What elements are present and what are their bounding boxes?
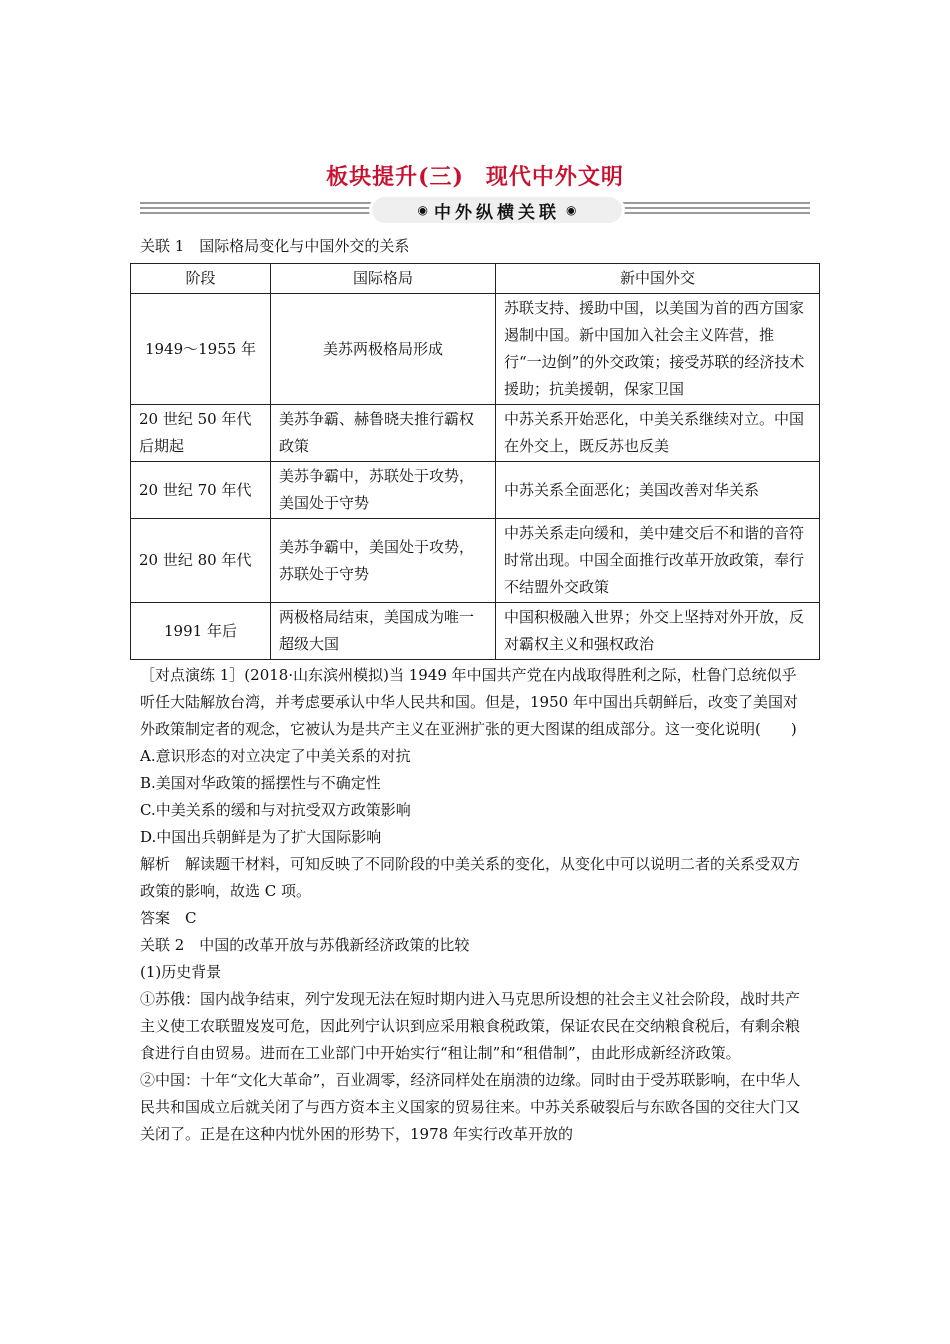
option-a: A.意识形态的对立决定了中美关系的对抗: [140, 747, 411, 765]
answer-text: 答案 C: [140, 909, 197, 927]
header-pattern: 国际格局: [271, 264, 496, 294]
page-title: [0, 160, 950, 191]
diplomacy-cell: 苏联支持、援助中国，以美国为首的西方国家遏制中国。新中国加入社会主义阵营，推行“一边倒”的外交政策；接受苏联的经济技术援助；抗美援朝，保家卫国: [496, 294, 820, 405]
analysis-text: 解析 解读题干材料，可知反映了不同阶段的中美关系的变化，从变化中可以说明二者的关系受双方政策的影响，故选 C 项。: [140, 855, 801, 900]
table-row: [131, 603, 820, 660]
stage-cell: 20 世纪 50 年代后期起: [131, 405, 271, 462]
title-sub: 现代中外文明: [485, 164, 624, 190]
stage-cell: 20 世纪 70 年代: [131, 462, 271, 519]
banner-pill: [372, 197, 622, 223]
banner-text: 中外纵横关联: [434, 202, 560, 223]
table-header-row: [131, 264, 820, 294]
stage-cell: 1949～1955 年: [131, 294, 271, 405]
diplomacy-cell: 中苏关系开始恶化，中美关系继续对立。中国在外交上，既反苏也反美: [496, 405, 820, 462]
header-stage: 阶段: [131, 264, 271, 294]
diplomacy-cell: 中国积极融入世界；外交上坚持对外开放，反对霸权主义和强权政治: [496, 603, 820, 660]
question-text: ［对点演练 1］(2018·山东滨州模拟)当 1949 年中国共产党在内战取得胜利之际，杜鲁门总统似乎听任大陆解放台湾，并考虑要承认中华人民共和国。但是，1950 年中国出兵朝鲜后，改变了美国对外政策制定者的观念，它被认为是共产主义在亚洲扩张的更大图谋的组成部分。这一变化说明( ): [140, 666, 798, 738]
table-row: [131, 405, 820, 462]
section-banner: [140, 197, 810, 223]
pattern-cell: 美苏两极格局形成: [271, 294, 496, 405]
china-paragraph: ②中国：十年“文化大革命”，百业凋零，经济同样处在崩溃的边缘。同时由于受苏联影响，在中华人民共和国成立后就关闭了与西方资本主义国家的贸易往来。中苏关系破裂后与东欧各国的交往大门又关闭了。正是在这种内忧外困的形势下，1978 年实行改革开放的: [140, 1071, 801, 1143]
link2-subheading: (1)历史背景: [140, 963, 222, 981]
link2-heading: 关联 2 中国的改革开放与苏俄新经济政策的比较: [140, 936, 470, 954]
diplomacy-cell: 中苏关系走向缓和，美中建交后不和谐的音符时常出现。中国全面推行改革开放政策，奉行不结盟外交政策: [496, 519, 820, 603]
stage-cell: 20 世纪 80 年代: [131, 519, 271, 603]
title-main: 板块提升(三): [326, 164, 464, 190]
option-b: B.美国对华政策的摇摆性与不确定性: [140, 774, 381, 792]
relations-table: [130, 263, 820, 660]
header-diplomacy: 新中国外交: [496, 264, 820, 294]
table-row: [131, 294, 820, 405]
table-row: [131, 519, 820, 603]
pattern-cell: 美苏争霸中，美国处于攻势，苏联处于守势: [271, 519, 496, 603]
pattern-cell: 美苏争霸、赫鲁晓夫推行霸权政策: [271, 405, 496, 462]
exercise-block: [140, 662, 810, 1148]
banner-dot-right-icon: ◉: [566, 203, 577, 217]
diplomacy-cell: 中苏关系全面恶化；美国改善对华关系: [496, 462, 820, 519]
pattern-cell: 两极格局结束，美国成为唯一超级大国: [271, 603, 496, 660]
banner-dot-left-icon: ◉: [417, 203, 428, 217]
stage-cell: 1991 年后: [131, 603, 271, 660]
option-d: D.中国出兵朝鲜是为了扩大国际影响: [140, 828, 382, 846]
pattern-cell: 美苏争霸中，苏联处于攻势，美国处于守势: [271, 462, 496, 519]
table-row: [131, 462, 820, 519]
option-c: C.中美关系的缓和与对抗受双方政策影响: [140, 801, 411, 819]
link1-heading: 关联 1 国际格局变化与中国外交的关系: [140, 237, 410, 255]
soviet-paragraph: ①苏俄：国内战争结束，列宁发现无法在短时期内进入马克思所设想的社会主义社会阶段，战时共产主义使工农联盟岌岌可危，因此列宁认识到应采用粮食税政策，保证农民在交纳粮食税后，有剩余粮食进行自由贸易。进而在工业部门中开始实行“租让制”和“租借制”，由此形成新经济政策。: [140, 990, 801, 1062]
